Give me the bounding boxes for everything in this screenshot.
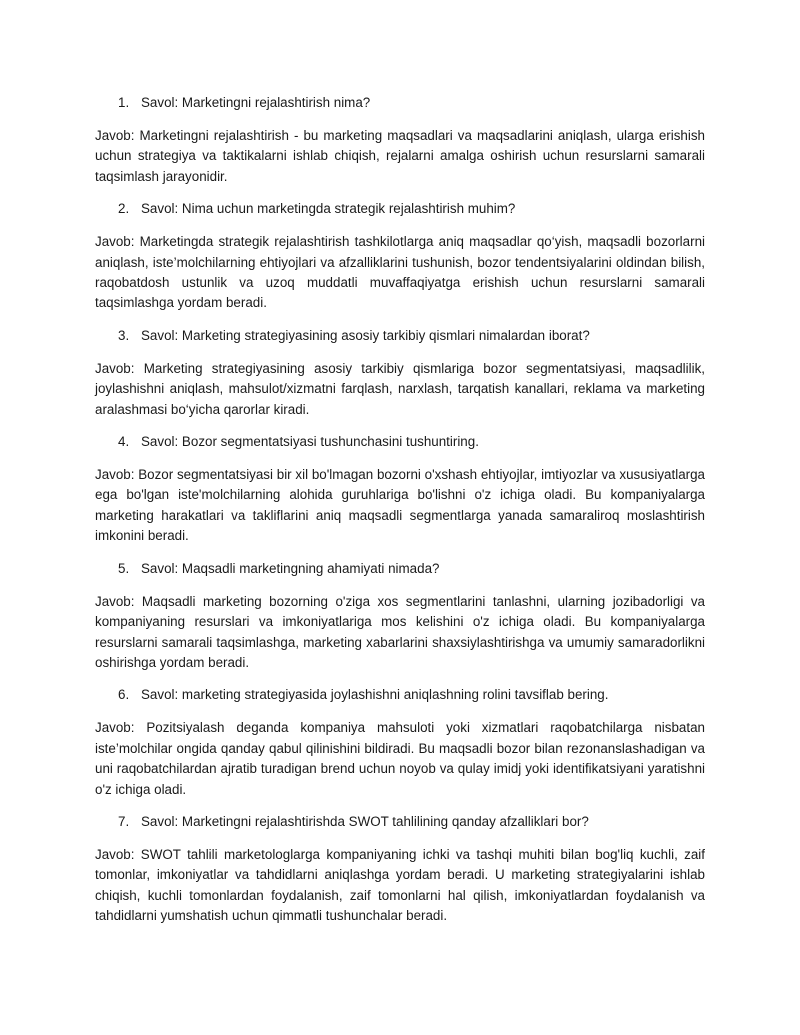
question-number: 5. [118,560,130,576]
answer-text: Javob: Pozitsiyalash deganda kompaniya mahsuloti yoki xizmatlari raqobatchilarga nisbatan iste’molchilar ongida qanday qabul qilinishini bildiradi. Bu maqsadli bozor bilan rezonanslashadigan va uni raqobatchilardan ajratib turadigan brend uchun noyob va qulay imidj yoki identifikatsiyani yaratishni o'z ichiga oladi. [95,720,705,797]
question-number: 4. [118,434,130,450]
qa-item-2 [95,199,705,314]
question-number: 1. [118,95,130,110]
question-number: 6. [118,687,130,703]
qa-item-7 [95,812,705,927]
question-text: Savol: Nima uchun marketingda strategik rejalashtirish muhim? [141,201,516,217]
question-text: Savol: Bozor segmentatsiyasi tushunchasini tushuntiring. [141,434,479,450]
answer-text: Javob: Bozor segmentatsiyasi bir xil bo'lmagan bozorni o'xshash ehtiyojlar, imtiyozlar va xususiyatlarga ega bo'lgan iste'molchilarning alohida guruhlariga bo'lishni o'z ichiga oladi. Bu kompaniyalarga marketing harakatlari va takliflarini aniq maqsadli segmentlarga yanada samaraliroq moslashtirish imkonini beradi. [95,467,705,544]
answer-text: Javob: Marketing strategiyasining asosiy tarkibiy qismlariga bozor segmentatsiyasi, maqsadlilik, joylashishni aniqlash, mahsulot/xizmatni farqlash, narxlash, tarqatish kanallari, reklama va marketing aralashmasi bo‘yicha qarorlar kiradi. [95,360,705,417]
question-text: Savol: Marketing strategiyasining asosiy tarkibiy qismlari nimalardan iborat? [141,327,590,343]
qa-item-1 [95,93,705,187]
question [95,432,705,452]
question-text: Savol: Marketingni rejalashtirishda SWOT tahlilining qanday afzalliklari bor? [141,813,589,829]
answer-text: Javob: SWOT tahlili marketologlarga kompaniyaning ichki va tashqi muhiti bilan bog'liq kuchli, zaif tomonlar, imkoniyatlar va tahdidlarni aniqlashga yordam beradi. U marketing strategiyalarini ishlab chiqish, kuchli tomonlardan foydalanish, zaif tomonlarni hal qilish, imkoniyatlardan foydalanish va tahdidlarni yumshatish uchun qimmatli tushunchalar beradi. [95,846,705,924]
question-number: 7. [118,813,130,829]
question [95,812,705,832]
question [95,93,705,113]
question-text: Savol: Maqsadli marketingning ahamiyati nimada? [141,560,440,576]
question-number: 2. [118,201,130,217]
question [95,685,705,705]
question-text: Savol: Marketingni rejalashtirish nima? [141,95,371,110]
qa-item-3 [95,326,705,420]
answer-text: Javob: Marketingni rejalashtirish - bu marketing maqsadlari va maqsadlarini aniqlash, ularga erishish uchun strategiya va taktikalarni ishlab chiqish, rejalarni amalga oshirish uchun resurslarni samarali taqsimlash jarayonidir. [95,128,705,184]
answer-text: Javob: Marketingda strategik rejalashtirish tashkilotlarga aniq maqsadlar qo‘yish, maqsadli bozorlarni aniqlash, iste’molchilarning ehtiyojlari va afzalliklarini tushunish, bozor tendentsiyalarini oldindan bilish, raqobatdosh ustunlik va uzoq muddatli muvaffaqiyatga erishish uchun resurslarni samarali taqsimlashga yordam beradi. [95,234,705,311]
answer-text: Javob: Maqsadli marketing bozorning o'ziga xos segmentlarini tanlashni, ularning jozibadorligi va kompaniyaning resurslari va imkoniyatlariga mos kelishini o'z ichiga oladi. Bu kompaniyalarga resurslarni samarali taqsimlashga, marketing xabarlarini shaxsiylashtirishga va umumiy samaradorlikni oshirishga yordam beradi. [95,593,705,670]
question-text: Savol: marketing strategiyasida joylashishni aniqlashning rolini tavsiflab bering. [141,687,609,703]
question-number: 3. [118,327,130,343]
qa-item-4 [95,432,705,547]
question [95,199,705,219]
qa-item-5 [95,559,705,674]
qa-item-6 [95,685,705,800]
question [95,559,705,579]
document-page [95,93,705,939]
question [95,326,705,346]
